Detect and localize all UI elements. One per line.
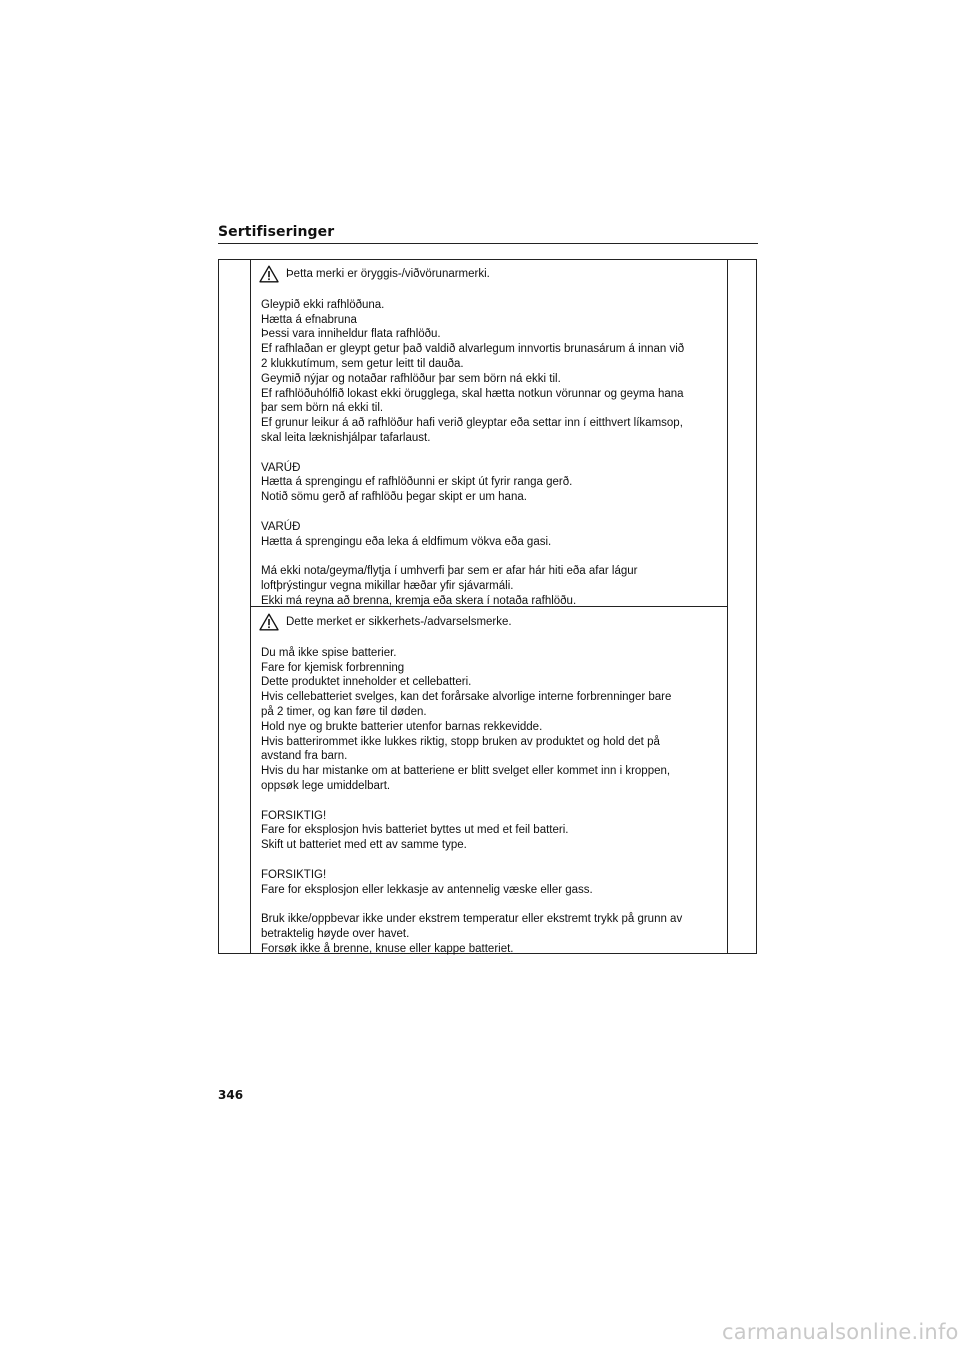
section-title: Sertifiseringer xyxy=(218,224,335,240)
icelandic-warning-heading-row xyxy=(261,265,717,283)
icelandic-caution-replacement: VARÚÐ Hætta á sprengingu ef rafhlöðunni er skipt út fyrir ranga gerð. Notið sömu gerð af rafhlöðu þegar skipt er um hana. xyxy=(261,461,573,504)
norwegian-caution-leak: FORSIKTIG! Fare for eksplosjon eller lekkasje av antennelig væske eller gass. xyxy=(261,868,593,896)
table-right-column-divider xyxy=(727,260,728,953)
icelandic-caution-leak: VARÚÐ Hætta á sprengingu eða leka á eldfimum vökva eða gasi. xyxy=(261,520,552,548)
norwegian-warning-cell xyxy=(251,608,727,954)
icelandic-swallow-warning: Gleypið ekki rafhlöðuna. Hætta á efnabruna Þessi vara inniheldur flata rafhlöðu. Ef rafhlaðan er gleypt getur það valdið alvarlegum innvortis brunasárum á innan við 2 klukkutímum, sem getur leitt til dauða. Geymið nýjar og notaðar rafhlöður þar sem börn ná ekki til. Ef rafhlöðuhólfið lokast ekki örugglega, skal hætta notkun vörunnar og geyma hana þar sem börn ná ekki til. Ef grunur leikur á að rafhlöður hafi verið gleyptar eða settar inn í eitthvert líkamsop, skal leita læknishjálpar tafarlaust. xyxy=(261,298,685,444)
norwegian-environment-warning: Bruk ikke/oppbevar ikke under ekstrem temperatur eller ekstremt trykk på grunn av betraktelig høyde over havet. Forsøk ikke å brenne, knuse eller kappe batteriet. xyxy=(261,913,683,955)
icelandic-warning-cell xyxy=(251,260,727,607)
norwegian-warning-heading: Dette merket er sikkerhets-/advarselsmerke. xyxy=(286,615,512,628)
watermark: carmanualsonline.info xyxy=(722,1320,959,1344)
norwegian-warning-heading-row xyxy=(261,613,717,631)
title-rule xyxy=(218,243,758,244)
warning-triangle-icon xyxy=(259,265,279,283)
page-number: 346 xyxy=(218,1088,244,1102)
norwegian-swallow-warning: Du må ikke spise batterier. Fare for kjemisk forbrenning Dette produktet inneholder et cellebatteri. Hvis cellebatteriet svelges, kan det forårsake alvorlige interne forbrenninger bare på 2 timer, og kan føre til døden. Hold nye og brukte batterier utenfor barnas rekkevidde. Hvis batterirommet ikke lukkes riktig, stopp bruken av produktet og hold det på avstand fra barn. Hvis du har mistanke om at batteriene er blitt svelget eller kommet inn i kroppen, oppsøk lege umiddelbart. xyxy=(261,646,672,792)
icelandic-environment-warning: Má ekki nota/geyma/flytja í umhverfi þar sem er afar hár hiti eða afar lágur loftþrýstingur vegna mikillar hæðar yfir sjávarmáli. Ekki má reyna að brenna, kremja eða skera í notaða rafhlöðu. xyxy=(261,565,638,607)
warning-table xyxy=(218,259,757,954)
icelandic-warning-heading: Þetta merki er öryggis-/viðvörunarmerki. xyxy=(286,267,490,280)
warning-triangle-icon xyxy=(259,613,279,631)
norwegian-caution-replacement: FORSIKTIG! Fare for eksplosjon hvis batteriet byttes ut med et feil batteri. Skift ut batteriet med ett av samme type. xyxy=(261,809,569,852)
